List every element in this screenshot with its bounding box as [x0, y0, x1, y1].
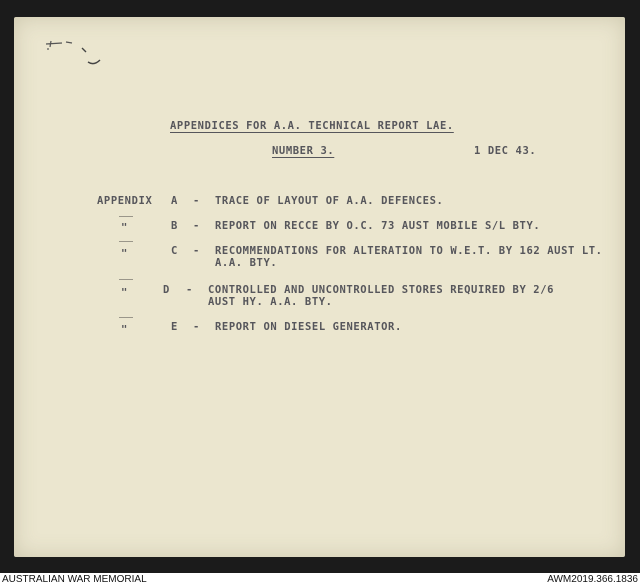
document-title: APPENDICES FOR A.A. TECHNICAL REPORT LAE. [170, 120, 454, 132]
appendix-text: TRACE OF LAYOUT OF A.A. DEFENCES. [215, 195, 444, 207]
ditto-rule [119, 241, 133, 242]
ditto-rule [119, 216, 133, 217]
appendix-text: REPORT ON DIESEL GENERATOR. [215, 321, 402, 333]
footer-accession-id: AWM2019.366.1836 [547, 574, 638, 585]
appendix-text: RECOMMENDATIONS FOR ALTERATION TO W.E.T. BY 162 AUST LT. A.A. BTY. [215, 245, 603, 269]
pencil-mark [42, 38, 102, 72]
appendix-text: REPORT ON RECCE BY O.C. 73 AUST MOBILE S/L BTY. [215, 220, 541, 232]
appendix-dash: - [193, 195, 200, 207]
ditto-mark: " [121, 248, 128, 260]
report-date: 1 DEC 43. [474, 145, 537, 157]
footer-credit: AUSTRALIAN WAR MEMORIAL [2, 574, 147, 585]
ditto-mark: " [121, 324, 128, 336]
appendix-prefix: APPENDIX [97, 195, 153, 207]
report-number: NUMBER 3. [272, 145, 335, 157]
ditto-mark: " [121, 287, 128, 299]
appendix-letter: E [171, 321, 178, 333]
ditto-mark: " [121, 222, 128, 234]
appendix-dash: - [193, 220, 200, 232]
appendix-dash: - [186, 284, 193, 296]
appendix-text: CONTROLLED AND UNCONTROLLED STORES REQUIRED BY 2/6 AUST HY. A.A. BTY. [208, 284, 555, 308]
appendix-letter: B [171, 220, 178, 232]
ditto-rule [119, 279, 133, 280]
appendix-letter: A [171, 195, 178, 207]
ditto-rule [119, 317, 133, 318]
appendix-dash: - [193, 245, 200, 257]
appendix-letter: C [171, 245, 178, 257]
appendix-letter: D [163, 284, 170, 296]
appendix-dash: - [193, 321, 200, 333]
